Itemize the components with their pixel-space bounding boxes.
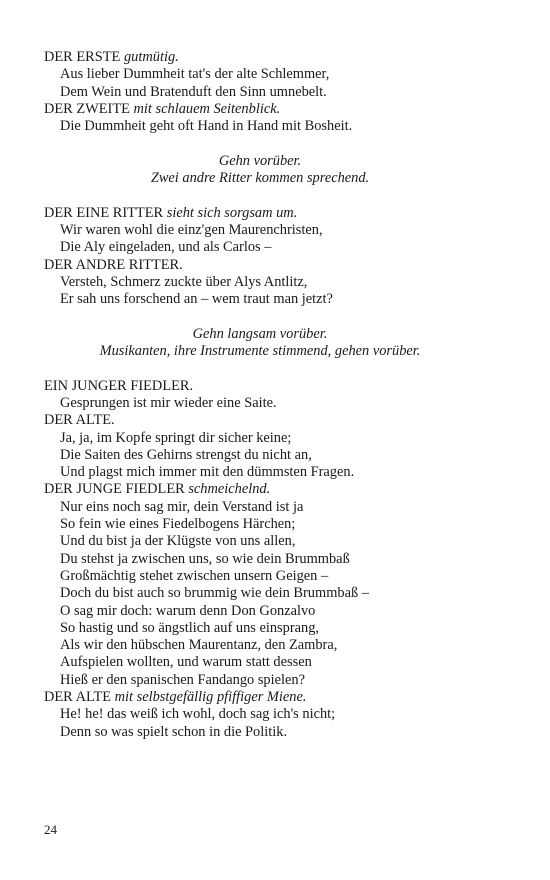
speech-block [44, 481, 514, 689]
speaker-line [44, 49, 514, 66]
verse-line: Du stehst ja zwischen uns, so wie dein Brummbaß [60, 550, 350, 567]
speech-block [44, 412, 514, 481]
verse-line: So fein wie eines Fiedelbogens Härchen; [60, 516, 296, 533]
speech-block [44, 689, 514, 741]
verse-line: Großmächtig stehet zwischen unsern Geigen – [60, 567, 329, 584]
speaker-line [44, 205, 514, 222]
speaker-name: DER EINE RITTER [44, 204, 164, 221]
verse-line: Wir waren wohl die einz'gen Maurenchristen, [60, 221, 323, 238]
stage-direction-line: Musikanten, ihre Instrumente stimmend, gehen vorüber. [99, 343, 421, 360]
speaker-name: DER ERSTE [44, 49, 121, 65]
verse-line: Und plagst mich immer mit den dümmsten Fragen. [60, 464, 355, 481]
speech-block [44, 49, 514, 101]
stage-direction-line: Gehn vorüber. [218, 152, 302, 169]
document-page [44, 49, 514, 741]
verse-line: Aufspielen wollten, und warum statt dessen [60, 654, 312, 671]
page-number: 24 [44, 822, 57, 837]
spacer [44, 360, 514, 377]
speech-block [44, 205, 514, 257]
speaker-line [44, 689, 514, 706]
speech-block [44, 257, 514, 309]
speaker-name: DER ALTE. [44, 412, 115, 429]
verse-line: Gesprungen ist mir wieder eine Saite. [60, 394, 277, 411]
speaker-line [44, 101, 514, 118]
stage-direction-inline: gutmütig. [123, 49, 179, 65]
verse-line: Als wir den hübschen Maurentanz, den Zambra, [60, 637, 338, 654]
verse-line: Versteh, Schmerz zuckte über Alys Antlitz, [60, 273, 308, 290]
verse-line: Aus lieber Dummheit tat's der alte Schlemmer, [60, 66, 330, 83]
stage-direction-block [44, 153, 514, 188]
spacer [44, 308, 514, 325]
speaker-name: DER ANDRE RITTER. [44, 256, 183, 273]
verse-line: Die Aly eingeladen, und als Carlos – [60, 239, 272, 256]
speech-block [44, 101, 514, 136]
verse-line: Nur eins noch sag mir, dein Verstand ist ja [60, 498, 304, 515]
verse-line: Dem Wein und Bratenduft den Sinn umnebelt. [60, 83, 327, 100]
verse-line: Doch du bist auch so brummig wie dein Brummbaß – [60, 585, 369, 602]
stage-direction-block [44, 326, 514, 361]
stage-direction-inline: sieht sich sorgsam um. [166, 204, 298, 221]
speaker-name: DER ZWEITE [44, 100, 130, 117]
speaker-name: EIN JUNGER FIEDLER. [44, 377, 194, 394]
spacer [44, 187, 514, 204]
speaker-name: DER JUNGE FIEDLER [44, 481, 185, 498]
stage-direction-line: Zwei andre Ritter kommen sprechend. [150, 170, 370, 187]
stage-direction-inline: mit schlauem Seitenblick. [133, 100, 281, 117]
stage-direction-inline: mit selbstgefällig pfiffiger Miene. [114, 688, 307, 705]
verse-line: Er sah uns forschend an – wem traut man jetzt? [60, 291, 333, 308]
speaker-line [44, 257, 514, 274]
verse-line: Die Dummheit geht oft Hand in Hand mit Bosheit. [60, 118, 353, 135]
verse-line: He! he! das weiß ich wohl, doch sag ich's nicht; [60, 706, 336, 723]
verse-line: O sag mir doch: warum denn Don Gonzalvo [60, 602, 316, 619]
speaker-line [44, 378, 514, 395]
speaker-name: DER ALTE [44, 688, 112, 705]
verse-line: So hastig und so ängstlich auf uns einsprang, [60, 619, 320, 636]
stage-direction-inline: schmeichelnd. [188, 481, 271, 498]
spacer [44, 135, 514, 152]
verse-line: Ja, ja, im Kopfe springt dir sicher keine; [60, 429, 292, 446]
speaker-line [44, 412, 514, 429]
speech-block [44, 378, 514, 413]
stage-direction-line: Gehn langsam vorüber. [192, 325, 328, 342]
speaker-line [44, 481, 514, 498]
verse-line: Und du bist ja der Klügste von uns allen, [60, 533, 296, 550]
verse-line: Die Saiten des Gehirns strengst du nicht an, [60, 446, 312, 463]
verse-line: Denn so was spielt schon in die Politik. [60, 723, 288, 740]
verse-line: Hieß er den spanischen Fandango spielen? [60, 671, 305, 688]
